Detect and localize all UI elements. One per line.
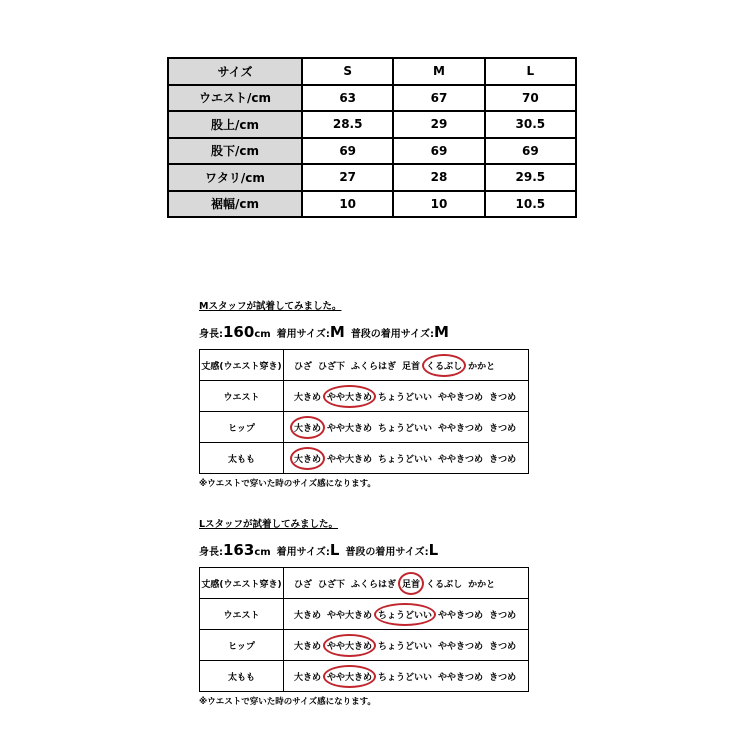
size-table-cell: 69 xyxy=(302,138,393,165)
fit-options xyxy=(284,599,529,630)
fit-options xyxy=(284,381,529,412)
fit-row-hip xyxy=(200,412,529,443)
height-value: 160 xyxy=(223,323,255,341)
usual-size-label: 普段の着用サイズ: xyxy=(345,547,429,558)
usual-size-value: M xyxy=(434,323,449,341)
selected-option: 大きめ xyxy=(294,452,321,465)
size-table-row-label: 裾幅/cm xyxy=(168,191,302,218)
fit-option: ひざ下 xyxy=(318,361,346,372)
size-table-header-cell: サイズ xyxy=(168,58,302,85)
fit-option: きつめ xyxy=(489,641,517,652)
fit-row-label: ヒップ xyxy=(200,412,284,443)
size-table-cell: 28.5 xyxy=(302,111,393,138)
size-table-row-label: 股下/cm xyxy=(168,138,302,165)
selected-option: 大きめ xyxy=(294,421,321,434)
fit-option: きつめ xyxy=(489,454,517,465)
size-table-cell: 67 xyxy=(393,85,484,112)
size-table-header-cell: M xyxy=(393,58,484,85)
fit-option: きつめ xyxy=(489,610,517,621)
fit-option: やや大きめ xyxy=(327,610,373,621)
selected-option: ちょうどいい xyxy=(378,608,432,621)
fit-row-length xyxy=(200,568,529,599)
fit-row-thigh xyxy=(200,661,529,692)
fit-option: ちょうどいい xyxy=(378,454,433,465)
fit-option: きつめ xyxy=(489,672,517,683)
fit-row-waist xyxy=(200,381,529,412)
staff-m-title: Mスタッフが試着してみました。 xyxy=(199,301,342,312)
selected-option: やや大きめ xyxy=(327,639,372,652)
fit-options xyxy=(284,443,529,474)
fit-option: ふくらはぎ xyxy=(351,361,397,372)
fit-options xyxy=(284,412,529,443)
staff-m-fit-table xyxy=(199,349,529,474)
size-table-cell: 69 xyxy=(393,138,484,165)
staff-m-review xyxy=(199,298,531,489)
size-table-header-row xyxy=(168,58,576,85)
size-table-cell: 69 xyxy=(485,138,576,165)
size-table-row-label: ウエスト/cm xyxy=(168,85,302,112)
size-table-row xyxy=(168,138,576,165)
fit-option: ちょうどいい xyxy=(378,392,433,403)
selected-option: やや大きめ xyxy=(327,390,372,403)
fit-option: 大きめ xyxy=(294,672,322,683)
fit-row-label: ウエスト xyxy=(200,599,284,630)
staff-m-stats xyxy=(199,322,531,345)
size-table-cell: 10.5 xyxy=(485,191,576,218)
fit-options xyxy=(284,350,529,381)
fit-option: ややきつめ xyxy=(438,454,484,465)
size-table-row xyxy=(168,191,576,218)
size-table-cell: 30.5 xyxy=(485,111,576,138)
fit-options xyxy=(284,630,529,661)
usual-size-value: L xyxy=(428,541,439,559)
usual-size-label: 普段の着用サイズ: xyxy=(350,329,435,340)
fit-option: やや大きめ xyxy=(327,423,373,434)
fit-option: 大きめ xyxy=(294,610,322,621)
size-table-row xyxy=(168,111,576,138)
fit-option: ややきつめ xyxy=(438,610,484,621)
height-unit: cm xyxy=(254,329,271,340)
fit-option: ややきつめ xyxy=(438,423,484,434)
fit-options xyxy=(284,568,529,599)
fit-option: ややきつめ xyxy=(438,672,484,683)
size-table-cell: 28 xyxy=(393,164,484,191)
fit-row-label: 丈感(ウエスト穿き) xyxy=(200,568,284,599)
fit-option: やや大きめ xyxy=(327,454,373,465)
fit-option: ちょうどいい xyxy=(378,641,433,652)
fit-row-label: ウエスト xyxy=(200,381,284,412)
size-table-cell: 27 xyxy=(302,164,393,191)
fit-row-length xyxy=(200,350,529,381)
fit-option: ひざ xyxy=(294,579,313,590)
fit-row-label: ヒップ xyxy=(200,630,284,661)
wear-size-value: M xyxy=(329,323,345,341)
fit-option: ちょうどいい xyxy=(378,672,433,683)
fit-option: ややきつめ xyxy=(438,392,484,403)
fit-option: ふくらはぎ xyxy=(351,579,397,590)
fit-option: かかと xyxy=(468,361,496,372)
wear-size-value: L xyxy=(329,541,340,559)
size-table xyxy=(167,57,577,218)
fit-row-label: 丈感(ウエスト穿き) xyxy=(200,350,284,381)
fit-options xyxy=(284,661,529,692)
staff-l-title: Lスタッフが試着してみました。 xyxy=(199,519,339,530)
fit-option: ひざ xyxy=(294,361,313,372)
height-label: 身長: xyxy=(199,547,223,558)
staff-l-fit-table xyxy=(199,567,529,692)
fit-option: きつめ xyxy=(489,392,517,403)
fit-option: くるぶし xyxy=(426,579,463,590)
size-table-cell: 70 xyxy=(485,85,576,112)
size-table-cell: 29 xyxy=(393,111,484,138)
size-table-cell: 10 xyxy=(393,191,484,218)
staff-l-review xyxy=(199,516,531,707)
wear-size-label: 着用サイズ: xyxy=(276,329,330,340)
fit-option: ややきつめ xyxy=(438,641,484,652)
staff-l-note: ※ウエストで穿いた時のサイズ感になります。 xyxy=(199,697,376,707)
size-table-cell: 29.5 xyxy=(485,164,576,191)
size-table-header-cell: L xyxy=(485,58,576,85)
height-label: 身長: xyxy=(199,329,223,340)
size-table-row-label: 股上/cm xyxy=(168,111,302,138)
selected-option: やや大きめ xyxy=(327,670,372,683)
size-table-cell: 63 xyxy=(302,85,393,112)
size-table-row-label: ワタリ/cm xyxy=(168,164,302,191)
size-table-cell: 10 xyxy=(302,191,393,218)
fit-row-label: 太もも xyxy=(200,661,284,692)
selected-option: くるぶし xyxy=(426,359,462,372)
size-table-row xyxy=(168,85,576,112)
fit-option: きつめ xyxy=(489,423,517,434)
height-value: 163 xyxy=(223,541,255,559)
fit-row-waist xyxy=(200,599,529,630)
size-table-header-cell: S xyxy=(302,58,393,85)
size-table-row xyxy=(168,164,576,191)
fit-option: かかと xyxy=(468,579,496,590)
staff-m-note: ※ウエストで穿いた時のサイズ感になります。 xyxy=(199,479,376,489)
fit-row-label: 太もも xyxy=(200,443,284,474)
height-unit: cm xyxy=(254,547,271,558)
staff-l-stats xyxy=(199,540,531,563)
fit-option: 大きめ xyxy=(294,392,322,403)
fit-option: 足首 xyxy=(402,361,421,372)
fit-option: ひざ下 xyxy=(318,579,346,590)
fit-option: ちょうどいい xyxy=(378,423,433,434)
selected-option: 足首 xyxy=(402,577,420,590)
fit-option: 大きめ xyxy=(294,641,322,652)
fit-row-hip xyxy=(200,630,529,661)
fit-row-thigh xyxy=(200,443,529,474)
wear-size-label: 着用サイズ: xyxy=(276,547,330,558)
